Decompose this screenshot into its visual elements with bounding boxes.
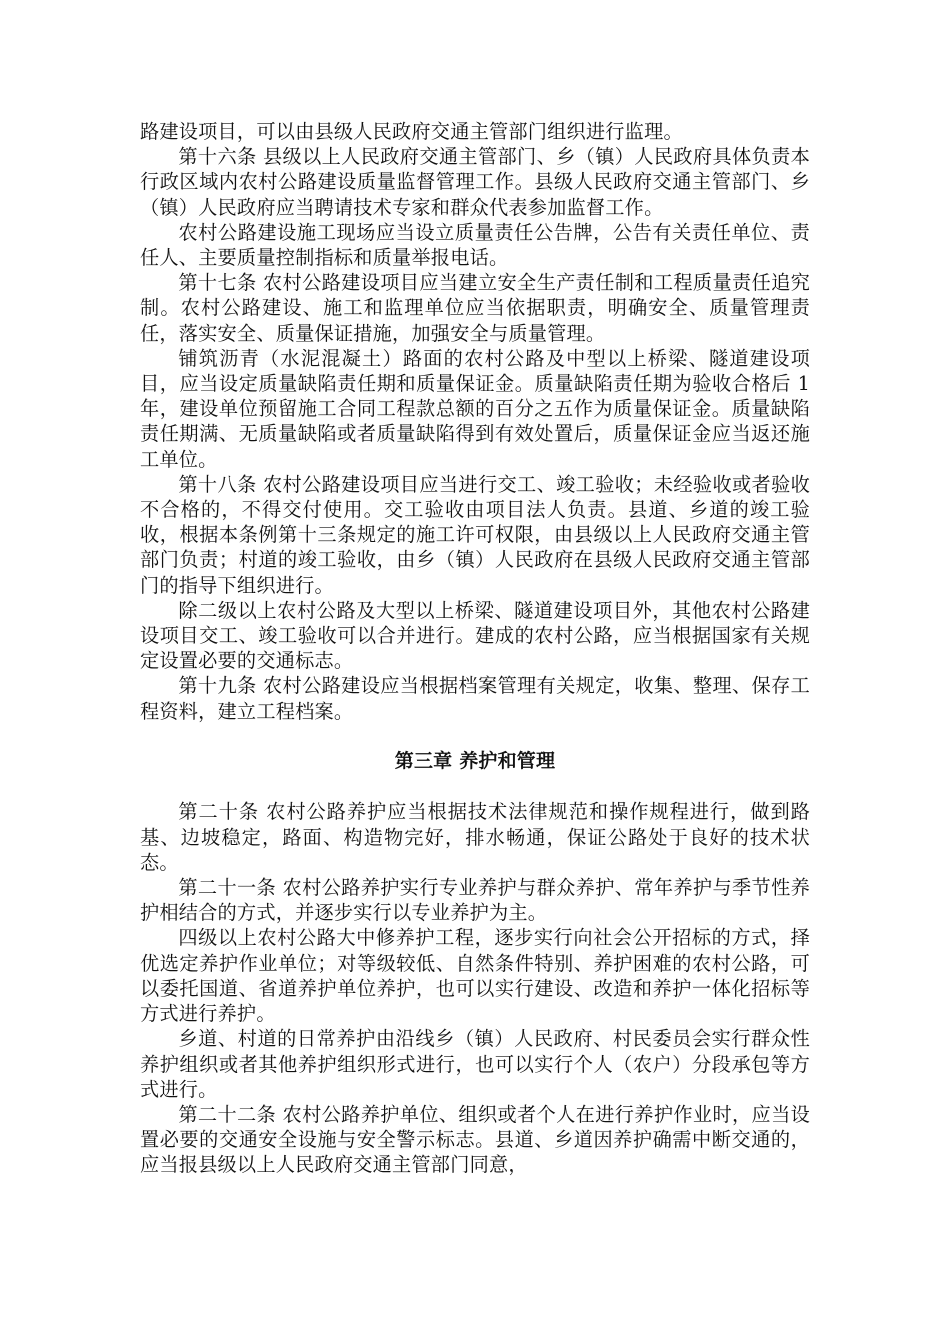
paragraph: 农村公路建设施工现场应当设立质量责任公告牌，公告有关责任单位、责任人、主要质量控制指标和质量举报电话。 xyxy=(140,220,810,270)
paragraph: 第十八条 农村公路建设项目应当进行交工、竣工验收；未经验收或者验收不合格的，不得交付使用。交工验收由项目法人负责。县道、乡道的竣工验收，根据本条例第十三条规定的施工许可权限，由县级以上人民政府交通主管部门负责；村道的竣工验收，由乡（镇）人民政府在县级人民政府交通主管部门的指导下组织进行。 xyxy=(140,472,810,597)
paragraph: 第十九条 农村公路建设应当根据档案管理有关规定，收集、整理、保存工程资料，建立工程档案。 xyxy=(140,674,810,723)
paragraph: 第二十一条 农村公路养护实行专业养护与群众养护、常年养护与季节性养护相结合的方式，并逐步实行以专业养护为主。 xyxy=(140,876,810,925)
paragraph: 乡道、村道的日常养护由沿线乡（镇）人民政府、村民委员会实行群众性养护组织或者其他养护组织形式进行，也可以实行个人（农户）分段承包等方式进行。 xyxy=(140,1027,810,1101)
paragraph-group-top xyxy=(140,119,810,724)
paragraph: 路建设项目，可以由县级人民政府交通主管部门组织进行监理。 xyxy=(140,120,683,143)
paragraph-group-bottom xyxy=(140,799,810,1177)
paragraph: 四级以上农村公路大中修养护工程，逐步实行向社会公开招标的方式，择优选定养护作业单位；对等级较低、自然条件特别、养护困难的农村公路，可以委托国道、省道养护单位养护，也可以实行建设、改造和养护一体化招标等方式进行养护。 xyxy=(140,926,810,1026)
paragraph: 第二十条 农村公路养护应当根据技术法律规范和操作规程进行，做到路基、边坡稳定，路面、构造物完好，排水畅通，保证公路处于良好的技术状态。 xyxy=(140,800,810,874)
paragraph: 第二十二条 农村公路养护单位、组织或者个人在进行养护作业时，应当设置必要的交通安全设施与安全警示标志。县道、乡道因养护确需中断交通的，应当报县级以上人民政府交通主管部门同意， xyxy=(140,1102,810,1177)
document-page xyxy=(140,119,810,1178)
paragraph: 除二级以上农村公路及大型以上桥梁、隧道建设项目外，其他农村公路建设项目交工、竣工验收可以合并进行。建成的农村公路，应当根据国家有关规定设置必要的交通标志。 xyxy=(140,598,810,673)
chapter-heading: 第三章 养护和管理 xyxy=(394,750,556,773)
paragraph: 第十七条 农村公路建设项目应当建立安全生产责任制和工程质量责任追究制。农村公路建设、施工和监理单位应当依据职责，明确安全、质量管理责任，落实安全、质量保证措施，加强安全与质量管理。 xyxy=(140,271,810,345)
paragraph: 第十六条 县级以上人民政府交通主管部门、乡（镇）人民政府具体负责本行政区域内农村公路建设质量监督管理工作。县级人民政府交通主管部门、乡（镇）人民政府应当聘请技术专家和群众代表参加监督工作。 xyxy=(140,145,810,219)
paragraph: 铺筑沥青（水泥混凝土）路面的农村公路及中型以上桥梁、隧道建设项目，应当设定质量缺陷责任期和质量保证金。质量缺陷责任期为验收合格后 1 年，建设单位预留施工合同工程款总额的百分之五作为质量保证金。质量缺陷责任期满、无质量缺陷或者质量缺陷得到有效处置后，质量保证金应当返还施工单位。 xyxy=(140,346,810,471)
